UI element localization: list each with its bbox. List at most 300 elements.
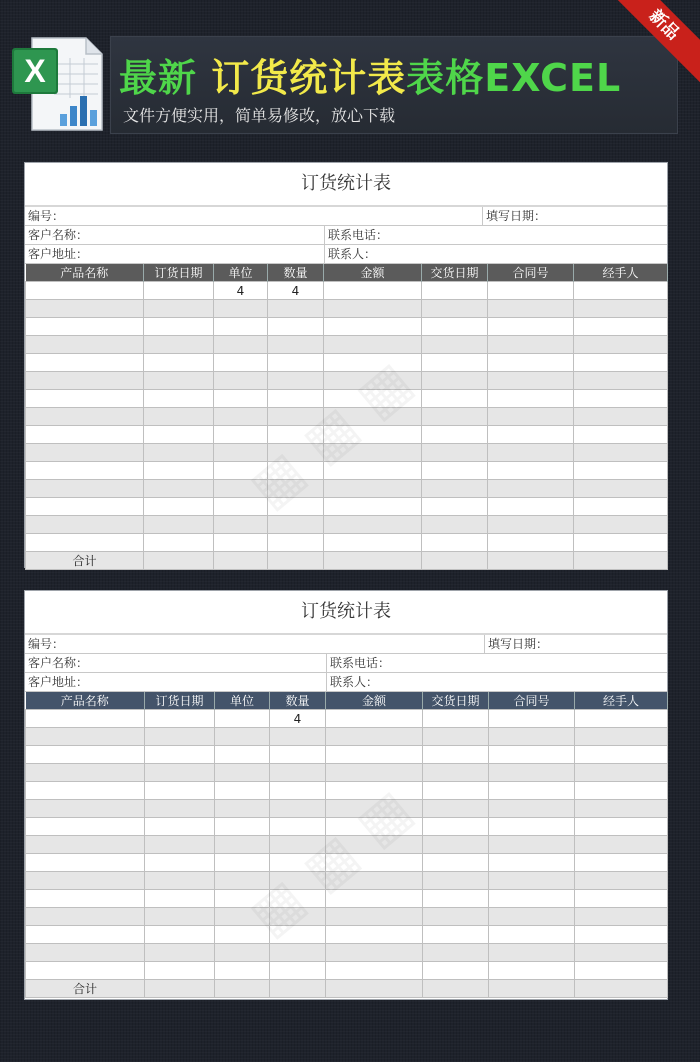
table-cell[interactable]: [145, 944, 215, 962]
table-cell[interactable]: [488, 498, 574, 516]
column-header: 订货日期: [144, 264, 214, 282]
total-row: [26, 980, 668, 998]
table-cell[interactable]: [144, 426, 214, 444]
table-row: [26, 890, 668, 908]
table-row: [26, 728, 668, 746]
table-cell[interactable]: [575, 836, 668, 854]
table-cell[interactable]: [144, 372, 214, 390]
table-cell[interactable]: [423, 890, 489, 908]
table-cell[interactable]: [268, 480, 324, 498]
table-cell[interactable]: [489, 854, 575, 872]
table-cell[interactable]: [575, 872, 668, 890]
table-cell[interactable]: [423, 908, 489, 926]
info-row-address: [25, 245, 667, 264]
table-cell[interactable]: [26, 372, 144, 390]
table-cell[interactable]: [270, 962, 326, 980]
total-cell[interactable]: [326, 980, 423, 998]
table-cell[interactable]: [144, 336, 214, 354]
title-box: [110, 36, 678, 134]
total-cell[interactable]: [423, 980, 489, 998]
info-row-customer: [25, 226, 667, 245]
table-cell[interactable]: [214, 462, 268, 480]
table-cell[interactable]: [489, 944, 575, 962]
table-cell[interactable]: [488, 390, 574, 408]
table-cell[interactable]: [268, 390, 324, 408]
table-cell[interactable]: [270, 890, 326, 908]
table-cell[interactable]: [488, 318, 574, 336]
table-cell[interactable]: [26, 354, 144, 372]
table-cell[interactable]: [575, 782, 668, 800]
table-cell[interactable]: [324, 390, 422, 408]
table-cell[interactable]: [423, 800, 489, 818]
sheet-info: [25, 635, 667, 692]
table-cell[interactable]: [326, 728, 423, 746]
table-cell[interactable]: [215, 800, 270, 818]
table-cell[interactable]: [26, 462, 144, 480]
table-row: [26, 282, 668, 300]
table-cell[interactable]: [145, 764, 215, 782]
table-cell[interactable]: [324, 498, 422, 516]
table-cell[interactable]: [326, 764, 423, 782]
table-cell[interactable]: [575, 926, 668, 944]
table-cell[interactable]: [26, 444, 144, 462]
table-cell[interactable]: [423, 926, 489, 944]
column-header: 单位: [214, 264, 268, 282]
table-cell[interactable]: [270, 728, 326, 746]
table-cell[interactable]: [423, 818, 489, 836]
table-cell[interactable]: [145, 926, 215, 944]
table-cell[interactable]: [489, 908, 575, 926]
table-cell[interactable]: [26, 944, 145, 962]
table-cell[interactable]: [488, 336, 574, 354]
table-cell[interactable]: [326, 944, 423, 962]
table-cell[interactable]: [26, 516, 144, 534]
table-cell[interactable]: [26, 962, 145, 980]
info-row-customer: [25, 654, 667, 673]
table-cell[interactable]: [489, 836, 575, 854]
table-cell[interactable]: [324, 318, 422, 336]
table-cell[interactable]: [324, 480, 422, 498]
table-cell[interactable]: [422, 408, 488, 426]
table-cell[interactable]: [422, 282, 488, 300]
table-cell[interactable]: [215, 854, 270, 872]
table-cell[interactable]: [214, 444, 268, 462]
table-cell[interactable]: [489, 890, 575, 908]
table-cell[interactable]: [574, 372, 668, 390]
table-cell[interactable]: [324, 516, 422, 534]
table-cell[interactable]: [270, 854, 326, 872]
order-sheet-1: [24, 162, 668, 568]
table-cell[interactable]: [215, 818, 270, 836]
table-cell[interactable]: [214, 426, 268, 444]
table-cell[interactable]: [215, 746, 270, 764]
table-row: [26, 336, 668, 354]
table-cell[interactable]: [145, 782, 215, 800]
table-cell[interactable]: [144, 300, 214, 318]
column-header: 订货日期: [145, 692, 215, 710]
table-cell[interactable]: [489, 800, 575, 818]
table-header-row: [26, 692, 668, 710]
table-cell[interactable]: [574, 300, 668, 318]
table-cell[interactable]: [268, 318, 324, 336]
table-cell[interactable]: [26, 818, 145, 836]
table-cell[interactable]: [423, 728, 489, 746]
table-cell[interactable]: [270, 746, 326, 764]
table-cell[interactable]: [270, 908, 326, 926]
table-cell[interactable]: [324, 408, 422, 426]
table-cell[interactable]: [214, 480, 268, 498]
table-cell[interactable]: [574, 534, 668, 552]
table-cell[interactable]: [214, 372, 268, 390]
table-cell[interactable]: [270, 944, 326, 962]
table-cell[interactable]: [270, 782, 326, 800]
fill-date-label: 填写日期：: [486, 209, 547, 223]
table-cell[interactable]: [26, 908, 145, 926]
table-cell[interactable]: [575, 890, 668, 908]
total-cell[interactable]: [324, 552, 422, 570]
table-row: [26, 926, 668, 944]
table-cell[interactable]: [215, 890, 270, 908]
table-cell[interactable]: [422, 534, 488, 552]
table-cell[interactable]: [145, 854, 215, 872]
table-cell[interactable]: [270, 818, 326, 836]
table-cell[interactable]: [214, 336, 268, 354]
table-cell[interactable]: [574, 480, 668, 498]
table-cell[interactable]: [488, 372, 574, 390]
table-cell[interactable]: [574, 444, 668, 462]
table-cell[interactable]: [214, 390, 268, 408]
table-cell[interactable]: [145, 818, 215, 836]
page-title: [119, 47, 621, 102]
table-cell[interactable]: [489, 746, 575, 764]
table-cell[interactable]: [422, 516, 488, 534]
table-cell[interactable]: [26, 746, 145, 764]
table-cell[interactable]: [488, 354, 574, 372]
total-cell[interactable]: [575, 980, 668, 998]
table-cell[interactable]: [488, 516, 574, 534]
table-cell[interactable]: [423, 746, 489, 764]
table-cell[interactable]: [575, 710, 668, 728]
table-cell[interactable]: [26, 480, 144, 498]
total-cell[interactable]: [214, 552, 268, 570]
table-cell[interactable]: [270, 926, 326, 944]
table-cell[interactable]: [145, 800, 215, 818]
table-row: [26, 944, 668, 962]
table-cell[interactable]: [144, 354, 214, 372]
table-cell[interactable]: [422, 318, 488, 336]
table-cell[interactable]: [423, 764, 489, 782]
table-cell[interactable]: [26, 926, 145, 944]
table-cell[interactable]: [326, 890, 423, 908]
table-cell[interactable]: [215, 764, 270, 782]
table-cell[interactable]: [575, 746, 668, 764]
table-cell[interactable]: [324, 462, 422, 480]
table-cell[interactable]: [145, 890, 215, 908]
table-cell[interactable]: [26, 390, 144, 408]
table-cell[interactable]: [422, 498, 488, 516]
table-cell[interactable]: [423, 854, 489, 872]
table-cell[interactable]: [326, 854, 423, 872]
total-cell[interactable]: [270, 980, 326, 998]
table-cell[interactable]: [422, 462, 488, 480]
table-cell[interactable]: [422, 480, 488, 498]
customer-name-label: 客户名称：: [25, 654, 327, 672]
table-cell[interactable]: [574, 462, 668, 480]
total-cell[interactable]: [488, 552, 574, 570]
table-cell[interactable]: [489, 728, 575, 746]
table-cell[interactable]: [575, 962, 668, 980]
table-cell[interactable]: [26, 318, 144, 336]
table-cell[interactable]: [215, 872, 270, 890]
total-cell[interactable]: [215, 980, 270, 998]
table-cell[interactable]: [326, 746, 423, 764]
total-cell[interactable]: [144, 552, 214, 570]
table-cell[interactable]: [488, 426, 574, 444]
table-cell[interactable]: [26, 764, 145, 782]
table-row: [26, 318, 668, 336]
table-cell[interactable]: [215, 782, 270, 800]
table-cell[interactable]: [26, 498, 144, 516]
table-cell[interactable]: [215, 836, 270, 854]
table-cell[interactable]: [422, 444, 488, 462]
table-cell[interactable]: [489, 710, 575, 728]
table-cell[interactable]: [145, 710, 215, 728]
table-cell[interactable]: [144, 498, 214, 516]
table-row: [26, 498, 668, 516]
table-row: [26, 782, 668, 800]
table-cell[interactable]: [214, 354, 268, 372]
table-cell[interactable]: [574, 318, 668, 336]
table-cell[interactable]: [270, 764, 326, 782]
table-cell[interactable]: [270, 836, 326, 854]
table-cell[interactable]: [324, 444, 422, 462]
table-row: [26, 516, 668, 534]
table-cell[interactable]: [324, 372, 422, 390]
table-cell[interactable]: [26, 854, 145, 872]
table-cell[interactable]: [26, 282, 144, 300]
table-cell[interactable]: [270, 872, 326, 890]
table-cell[interactable]: [144, 516, 214, 534]
table-cell[interactable]: [214, 318, 268, 336]
table-cell[interactable]: [489, 782, 575, 800]
table-cell[interactable]: [324, 534, 422, 552]
table-cell[interactable]: [268, 498, 324, 516]
table-cell[interactable]: [26, 710, 145, 728]
table-cell[interactable]: [145, 836, 215, 854]
table-cell[interactable]: [215, 908, 270, 926]
table-cell[interactable]: [145, 728, 215, 746]
table-cell[interactable]: [268, 426, 324, 444]
table-cell[interactable]: [268, 354, 324, 372]
table-cell[interactable]: [268, 462, 324, 480]
table-cell[interactable]: [26, 782, 145, 800]
table-cell[interactable]: [214, 534, 268, 552]
table-cell[interactable]: [215, 926, 270, 944]
table-cell[interactable]: [423, 944, 489, 962]
table-cell[interactable]: [324, 426, 422, 444]
table-cell[interactable]: [268, 372, 324, 390]
table-cell[interactable]: [489, 962, 575, 980]
table-cell[interactable]: [145, 962, 215, 980]
contact-phone-label: 联系电话：: [330, 656, 391, 670]
table-cell[interactable]: [575, 908, 668, 926]
table-cell[interactable]: [268, 336, 324, 354]
table-cell[interactable]: [326, 818, 423, 836]
column-header: 交货日期: [422, 264, 488, 282]
total-cell[interactable]: [268, 552, 324, 570]
table-cell[interactable]: [488, 480, 574, 498]
column-header: 数量: [268, 264, 324, 282]
total-label: 合计: [26, 552, 144, 570]
table-row: [26, 534, 668, 552]
table-cell[interactable]: [574, 426, 668, 444]
table-cell[interactable]: [423, 782, 489, 800]
table-cell[interactable]: [488, 462, 574, 480]
table-cell[interactable]: [268, 408, 324, 426]
table-cell[interactable]: [422, 390, 488, 408]
table-cell[interactable]: [326, 800, 423, 818]
table-cell[interactable]: [144, 480, 214, 498]
table-cell[interactable]: 4: [268, 282, 324, 300]
table-row: [26, 426, 668, 444]
sheet-title: 订货统计表: [25, 591, 667, 635]
table-cell[interactable]: [215, 728, 270, 746]
table-cell[interactable]: [575, 764, 668, 782]
table-cell[interactable]: [574, 282, 668, 300]
table-cell[interactable]: [326, 836, 423, 854]
number-label: 编号：: [25, 207, 483, 225]
total-cell[interactable]: [489, 980, 575, 998]
table-cell[interactable]: [326, 782, 423, 800]
table-cell[interactable]: [145, 746, 215, 764]
table-cell[interactable]: [26, 336, 144, 354]
table-cell[interactable]: [144, 462, 214, 480]
table-cell[interactable]: [489, 764, 575, 782]
table-cell[interactable]: [574, 516, 668, 534]
table-cell[interactable]: [144, 444, 214, 462]
table-cell[interactable]: [488, 282, 574, 300]
table-cell[interactable]: [324, 336, 422, 354]
table-cell[interactable]: [26, 872, 145, 890]
table-cell[interactable]: [144, 390, 214, 408]
table-cell[interactable]: [144, 318, 214, 336]
column-header: 交货日期: [423, 692, 489, 710]
table-cell[interactable]: 4: [214, 282, 268, 300]
column-header: 产品名称: [26, 692, 145, 710]
table-cell[interactable]: [574, 498, 668, 516]
table-row: [26, 444, 668, 462]
table-cell[interactable]: [423, 710, 489, 728]
table-row: [26, 300, 668, 318]
new-ribbon-label: 新品: [610, 0, 700, 85]
table-cell[interactable]: [489, 926, 575, 944]
table-cell[interactable]: [574, 354, 668, 372]
customer-address-label: 客户地址：: [25, 673, 327, 691]
table-cell[interactable]: [268, 516, 324, 534]
table-cell[interactable]: [26, 890, 145, 908]
table-cell[interactable]: [268, 300, 324, 318]
table-cell[interactable]: [26, 728, 145, 746]
table-cell[interactable]: [423, 836, 489, 854]
column-header: 产品名称: [26, 264, 144, 282]
table-cell[interactable]: [488, 408, 574, 426]
title-part-1: 最新: [119, 56, 198, 100]
table-cell[interactable]: [214, 516, 268, 534]
table-cell[interactable]: [26, 800, 145, 818]
excel-file-icon: [10, 34, 106, 134]
table-cell[interactable]: 4: [270, 710, 326, 728]
table-cell[interactable]: [575, 728, 668, 746]
table-cell[interactable]: [489, 818, 575, 836]
table-cell[interactable]: [268, 534, 324, 552]
table-cell[interactable]: [214, 300, 268, 318]
table-cell[interactable]: [574, 390, 668, 408]
total-cell[interactable]: [422, 552, 488, 570]
table-cell[interactable]: [574, 408, 668, 426]
table-cell[interactable]: [488, 444, 574, 462]
table-cell[interactable]: [324, 282, 422, 300]
table-cell[interactable]: [268, 444, 324, 462]
table-cell[interactable]: [326, 872, 423, 890]
table-cell[interactable]: [214, 408, 268, 426]
table-cell[interactable]: [575, 818, 668, 836]
table-cell[interactable]: [488, 300, 574, 318]
table-cell[interactable]: [26, 426, 144, 444]
table-cell[interactable]: [145, 908, 215, 926]
table-cell[interactable]: [144, 534, 214, 552]
table-cell[interactable]: [423, 962, 489, 980]
table-cell[interactable]: [575, 944, 668, 962]
table-cell[interactable]: [422, 426, 488, 444]
total-cell[interactable]: [574, 552, 668, 570]
table-cell[interactable]: [145, 872, 215, 890]
table-row: [26, 462, 668, 480]
table-cell[interactable]: [422, 300, 488, 318]
table-row: [26, 746, 668, 764]
table-cell[interactable]: [26, 534, 144, 552]
table-cell[interactable]: [488, 534, 574, 552]
total-cell[interactable]: [145, 980, 215, 998]
table-cell[interactable]: [575, 854, 668, 872]
table-row: [26, 872, 668, 890]
table-cell[interactable]: [26, 836, 145, 854]
table-cell[interactable]: [423, 872, 489, 890]
table-cell[interactable]: [214, 498, 268, 516]
table-cell[interactable]: [270, 800, 326, 818]
table-cell[interactable]: [215, 962, 270, 980]
table-cell[interactable]: [26, 408, 144, 426]
table-cell[interactable]: [144, 408, 214, 426]
total-label: 合计: [26, 980, 145, 998]
table-cell[interactable]: [326, 926, 423, 944]
table-cell[interactable]: [144, 282, 214, 300]
table-cell[interactable]: [422, 372, 488, 390]
table-cell[interactable]: [326, 908, 423, 926]
table-cell[interactable]: [26, 300, 144, 318]
table-cell[interactable]: [326, 962, 423, 980]
table-cell[interactable]: [575, 800, 668, 818]
table-cell[interactable]: [422, 336, 488, 354]
table-row: [26, 480, 668, 498]
table-cell[interactable]: [489, 872, 575, 890]
table-cell[interactable]: [324, 300, 422, 318]
table-cell[interactable]: [324, 354, 422, 372]
table-cell[interactable]: [215, 944, 270, 962]
table-cell[interactable]: [326, 710, 423, 728]
table-cell[interactable]: [215, 710, 270, 728]
table-cell[interactable]: [422, 354, 488, 372]
table-cell[interactable]: [574, 336, 668, 354]
